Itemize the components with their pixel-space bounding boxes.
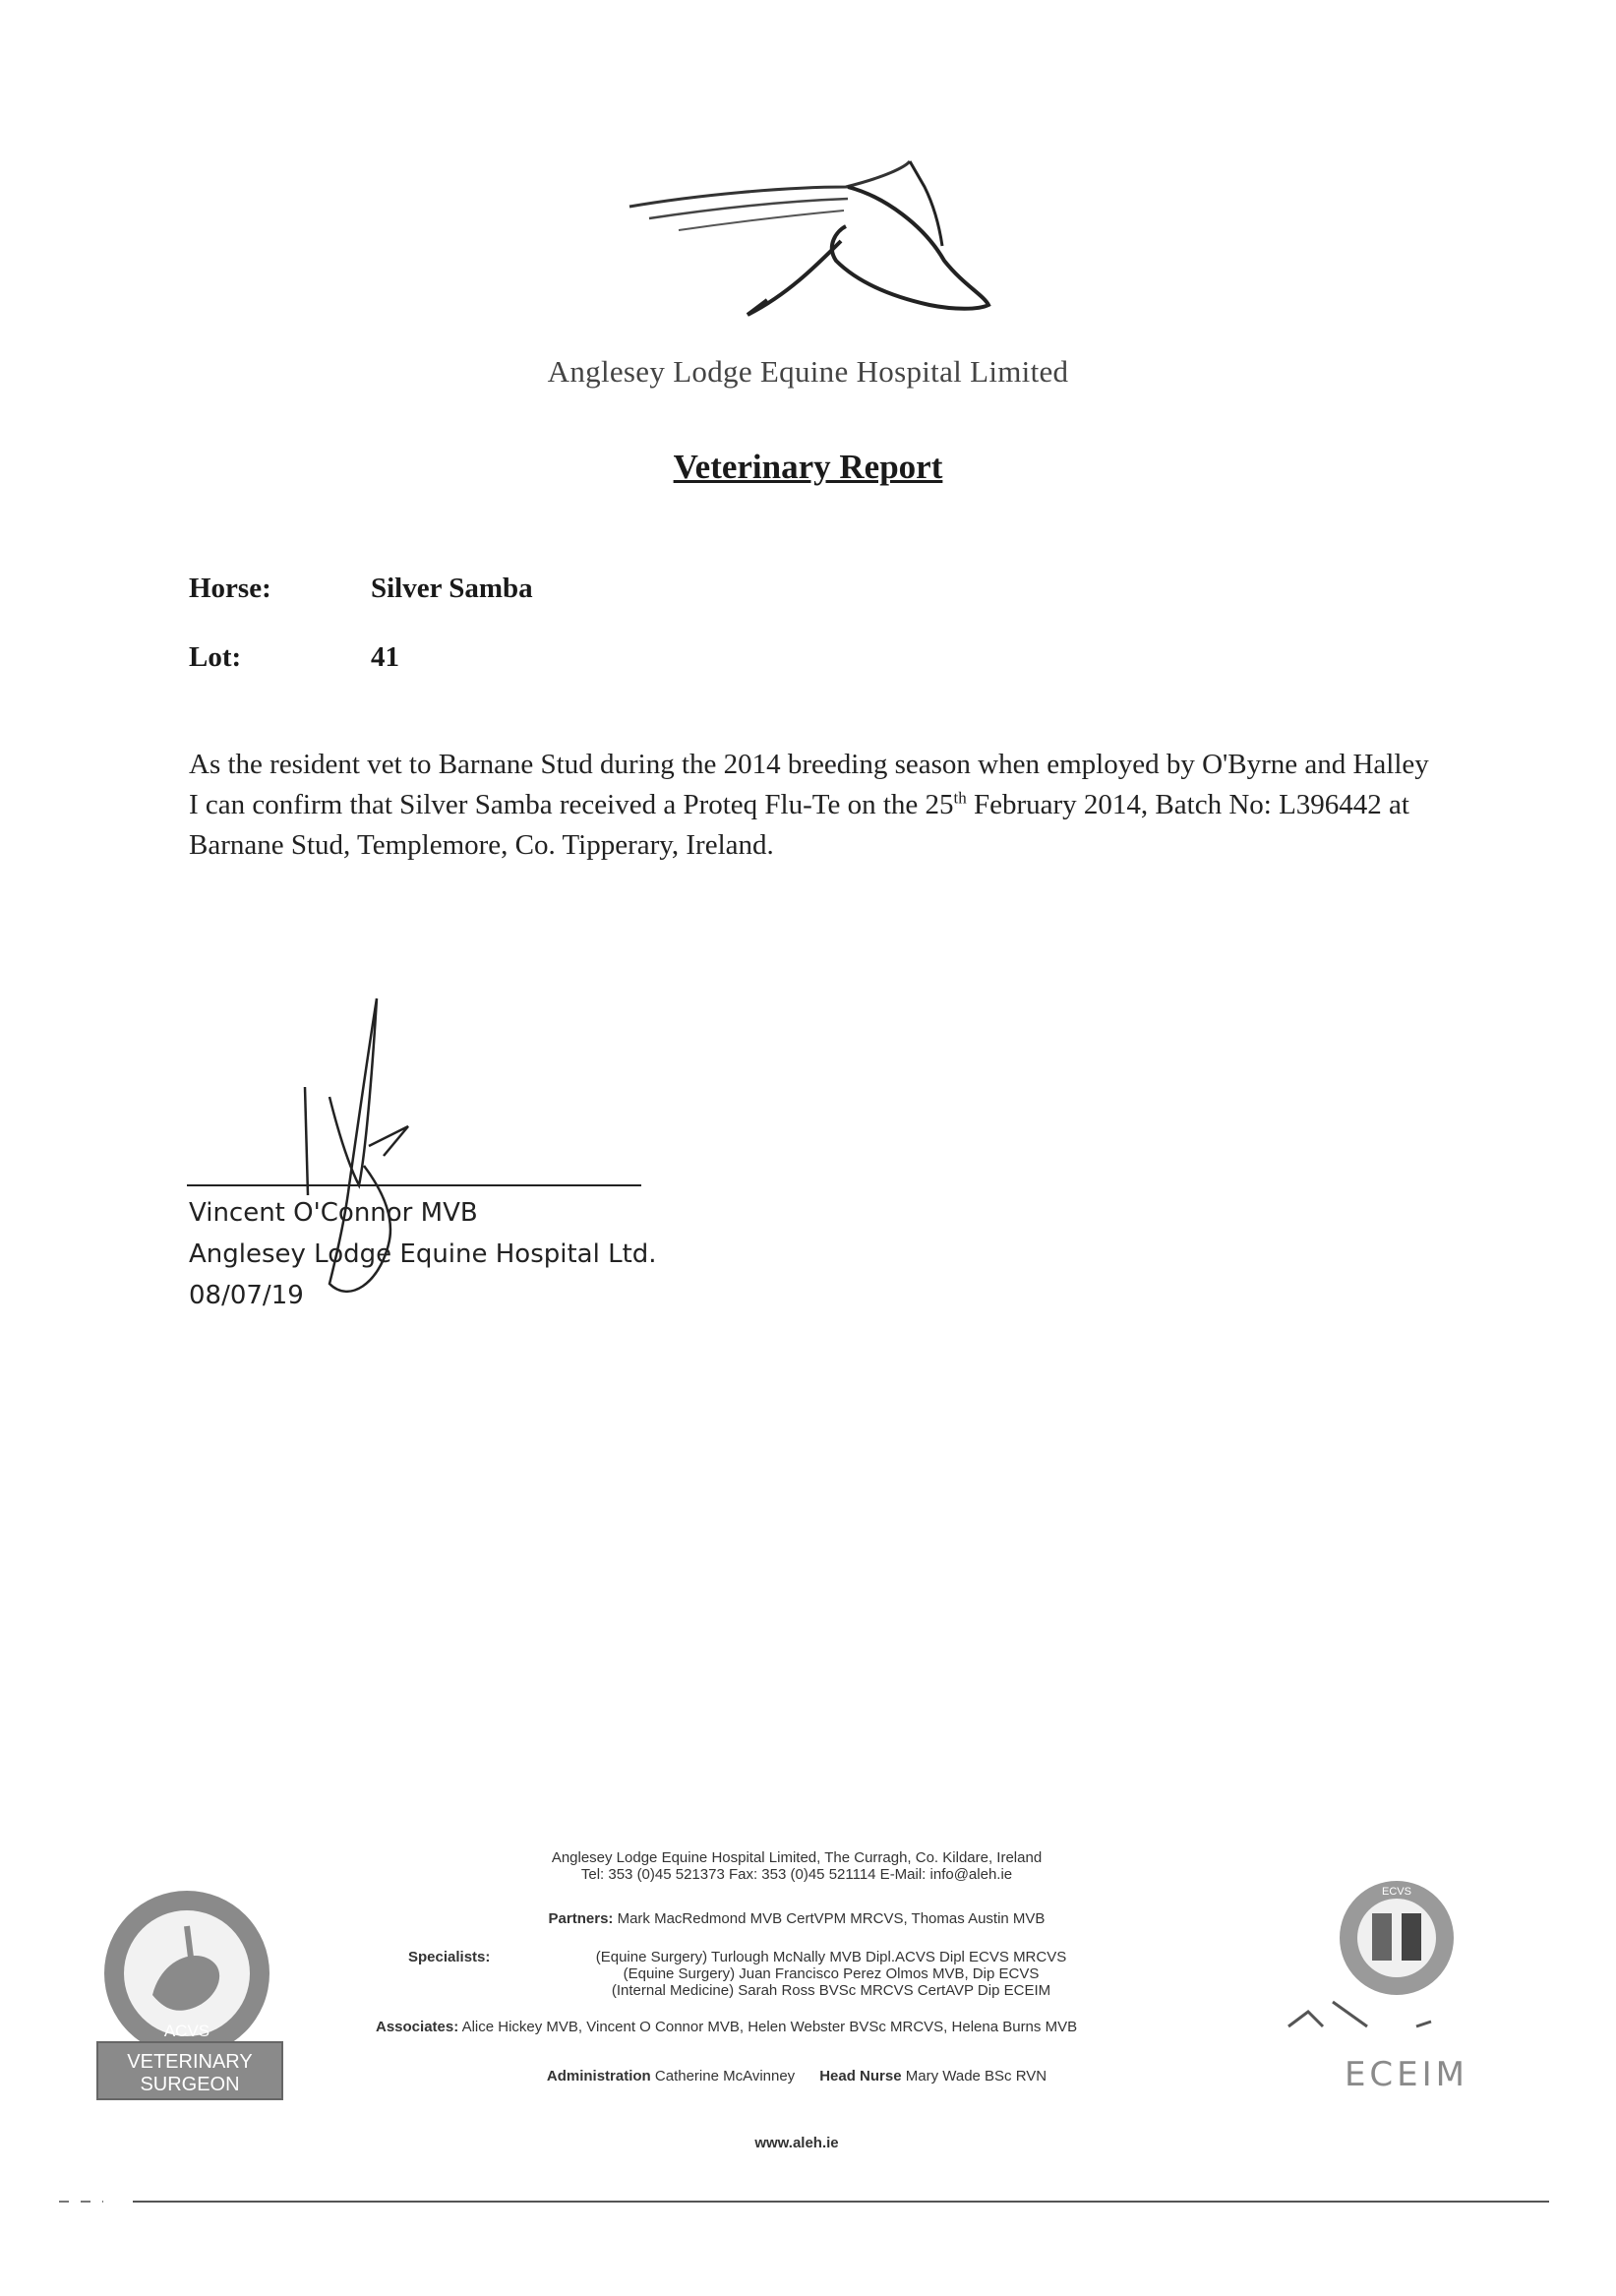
specialist-1: (Equine Surgery) Turlough McNally MVB Dipl.ACVS Dipl ECVS MRCVS <box>595 1949 1067 1965</box>
specialist-2: (Equine Surgery) Juan Francisco Perez Olmos MVB, Dip ECVS <box>623 1965 1040 1982</box>
report-body <box>189 745 1438 866</box>
specialist-3: (Internal Medicine) Sarah Ross BVSc MRCVS CertAVP Dip ECEIM <box>611 1982 1051 1999</box>
partners-list: Mark MacRedmond MVB CertVPM MRCVS, Thomas Austin MVB <box>617 1910 1046 1927</box>
report-title: Veterinary Report <box>673 448 943 486</box>
signature-line <box>187 1184 641 1186</box>
acvs-badge-text: ACVS <box>163 2022 210 2040</box>
footer-website[interactable]: www.aleh.ie <box>754 2135 839 2151</box>
horse-value: Silver Samba <box>371 573 533 604</box>
acvs-veterinary-surgeon-badge-icon <box>93 1887 285 2103</box>
signer-organisation: Anglesey Lodge Equine Hospital Ltd. <box>189 1239 657 1269</box>
body-text-part2: February 2014, Batch No: L396442 at Barnane Stud, Templemore, Co. Tipperary, Ireland. <box>189 789 1409 861</box>
body-ordinal-suffix: th <box>953 788 967 808</box>
eceim-badge-text: ECEIM <box>1344 2055 1469 2094</box>
lot-label: Lot: <box>189 641 242 673</box>
sign-date: 08/07/19 <box>189 1281 304 1310</box>
partners-label: Partners: <box>548 1910 614 1927</box>
body-text-part1: As the resident vet to Barnane Stud during the 2014 breeding season when employed by O'Byrne and Halley I can confirm that Silver Samba received a Proteq Flu-Te on the 25 <box>189 749 1429 820</box>
specialists-label: Specialists: <box>408 1949 491 1965</box>
horse-label: Horse: <box>189 573 271 604</box>
associates-list: Alice Hickey MVB, Vincent O Connor MVB, Helen Webster BVSc MRCVS, Helena Burns MVB <box>461 2019 1078 2035</box>
bottom-rule <box>133 2201 1549 2203</box>
ecvs-badge-text: ECVS <box>1382 1886 1411 1898</box>
associates-label: Associates: <box>376 2019 459 2035</box>
footer-contact: Tel: 353 (0)45 521373 Fax: 353 (0)45 521114 E-Mail: info@aleh.ie <box>580 1866 1013 1883</box>
acvs-badge-line1: VETERINARY <box>127 2051 253 2073</box>
ecvs-eceim-badges-icon <box>1279 1879 1510 2115</box>
acvs-badge-line2: SURGEON <box>140 2074 240 2095</box>
head-nurse-label: Head Nurse <box>819 2068 902 2085</box>
admin-label: Administration <box>546 2068 651 2085</box>
signer-name: Vincent O'Connor MVB <box>189 1198 478 1228</box>
lot-value: 41 <box>371 641 399 673</box>
head-nurse-name: Mary Wade BSc RVN <box>905 2068 1047 2085</box>
admin-name: Catherine McAvinney <box>654 2068 796 2085</box>
horse-head-logo-icon <box>590 148 1003 334</box>
bottom-dash-rule <box>59 2201 103 2203</box>
company-name: Anglesey Lodge Equine Hospital Limited <box>547 354 1069 389</box>
footer-address: Anglesey Lodge Equine Hospital Limited, The Curragh, Co. Kildare, Ireland <box>551 1849 1043 1866</box>
